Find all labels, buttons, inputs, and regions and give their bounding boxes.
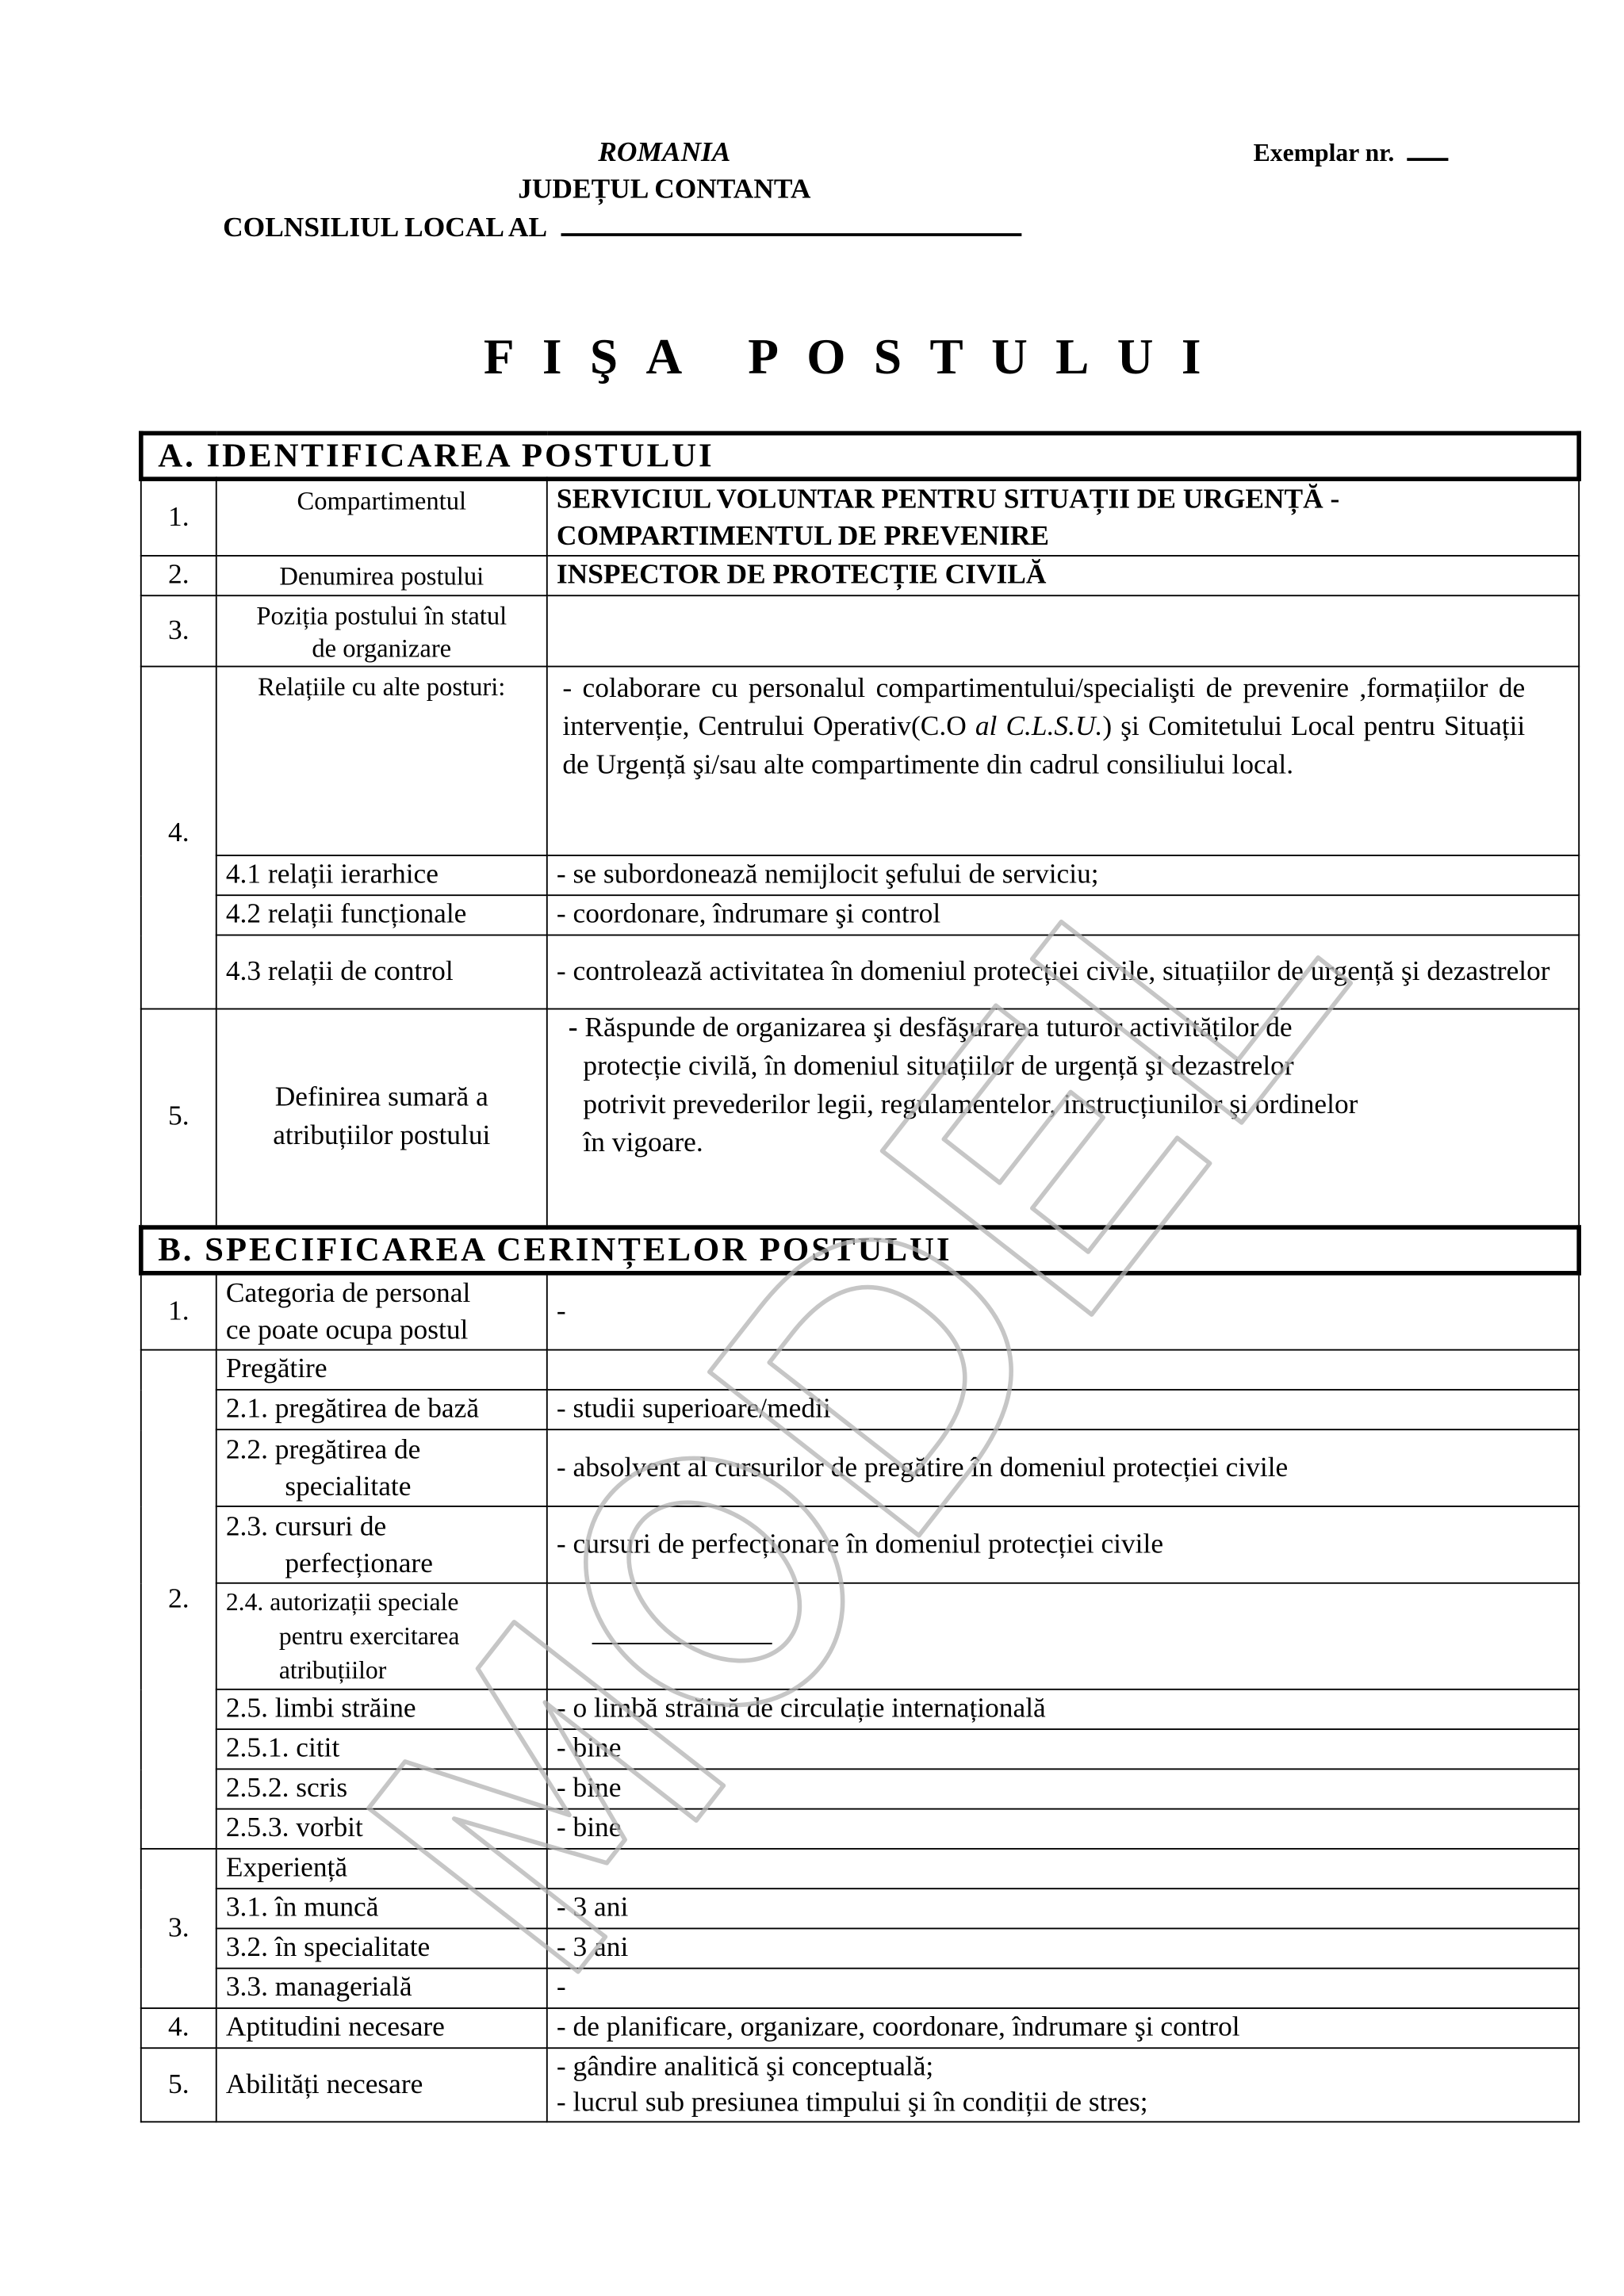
table-row	[141, 1390, 1579, 1429]
duties-summary-label	[216, 1009, 547, 1228]
work-experience-value: - 3 ani	[547, 1888, 1579, 1928]
table-row	[141, 1849, 1579, 1888]
reading-label: 2.5.1. citit	[216, 1729, 547, 1769]
row-number: 3.	[141, 1849, 216, 2008]
table-row	[141, 1350, 1579, 1390]
position-value	[547, 595, 1579, 666]
personnel-category-label	[216, 1273, 547, 1350]
table-row	[141, 1888, 1579, 1928]
specialty-training-label-line: 2.2. pregătirea de	[225, 1433, 421, 1465]
row-number: 3.	[141, 595, 216, 666]
reading-value: - bine	[547, 1729, 1579, 1769]
speaking-label: 2.5.3. vorbit	[216, 1809, 547, 1849]
abilities-value	[547, 2048, 1579, 2122]
table-row	[141, 855, 1579, 895]
aptitudes-label: Aptitudini necesare	[216, 2008, 547, 2048]
specialty-training-label-line: specialitate	[285, 1471, 412, 1502]
row-number: 4.	[141, 2008, 216, 2048]
row-number: 5.	[141, 2048, 216, 2122]
job-title-label: Denumirea postului	[216, 556, 547, 595]
experience-heading: Experiență	[216, 1849, 547, 1888]
table-row	[141, 556, 1579, 595]
improvement-courses-value: - cursuri de perfecționare în domeniul protecției civile	[547, 1506, 1579, 1583]
personnel-category-label-line: ce poate ocupa postul	[225, 1314, 469, 1346]
abilities-value-line: - gândire analitică şi conceptuală;	[556, 2050, 934, 2083]
exemplar-label: Exemplar nr.	[1253, 139, 1395, 167]
table-row	[141, 1583, 1579, 1689]
position-label-line: de organizare	[312, 632, 452, 663]
relations-text: ) şi Comitetului Local pentru Situații de Urgență şi/sau alte compartimente din cadrul consiliului local.	[562, 711, 1526, 781]
basic-training-label: 2.1. pregătirea de bază	[216, 1390, 547, 1429]
foreign-languages-label: 2.5. limbi străine	[216, 1689, 547, 1729]
duties-summary-line	[569, 1009, 1569, 1047]
table-row	[141, 1506, 1579, 1583]
table-row	[141, 1273, 1579, 1350]
document-title: FIŞA POSTULUI	[483, 331, 1229, 385]
writing-label: 2.5.2. scris	[216, 1769, 547, 1808]
row-number: 2.	[141, 556, 216, 595]
control-relations-label: 4.3 relații de control	[216, 935, 547, 1008]
personnel-category-value: -	[547, 1273, 1579, 1350]
foreign-languages-value: - o limbă străină de circulație internațională	[547, 1689, 1579, 1729]
managerial-experience-label: 3.3. managerială	[216, 1969, 547, 2008]
duties-summary-label-line: atribuțiilor postului	[273, 1120, 491, 1152]
managerial-experience-value: -	[547, 1969, 1579, 2008]
table-row	[141, 595, 1579, 666]
table-row	[141, 1729, 1579, 1769]
control-relations-value: - controlează activitatea în domeniul protecției civile, situațiilor de urgență şi dezastrelor	[547, 935, 1579, 1008]
duties-summary-label-line: Definirea sumară a	[274, 1081, 488, 1113]
abilities-value-line: - lucrul sub presiunea timpului şi în condiții de stres;	[556, 2086, 1148, 2118]
work-experience-label: 3.1. în muncă	[216, 1888, 547, 1928]
specialty-experience-value: - 3 ani	[547, 1928, 1579, 1968]
table-row	[141, 2048, 1579, 2122]
row-number: 1.	[141, 479, 216, 556]
table-row	[141, 667, 1579, 855]
exemplar-number	[1254, 136, 1448, 171]
section-b-heading-row	[141, 1227, 1579, 1273]
job-title-value: INSPECTOR DE PROTECȚIE CIVILĂ	[547, 556, 1579, 595]
header-country: ROMANIA	[598, 137, 731, 169]
compartment-label: Compartimentul	[216, 479, 547, 556]
improvement-courses-label	[216, 1506, 547, 1583]
table-row	[141, 479, 1579, 556]
position-label	[216, 595, 547, 666]
training-heading: Pregătire	[216, 1350, 547, 1390]
table-row	[141, 2008, 1579, 2048]
speaking-value: - bine	[547, 1809, 1579, 1849]
functional-relations-value: - coordonare, îndrumare şi control	[547, 895, 1579, 935]
exemplar-blank	[1407, 158, 1448, 161]
specialty-training-label	[216, 1429, 547, 1506]
council-name-blank	[561, 233, 1022, 236]
hierarchical-relations-value: - se subordonează nemijlocit şefului de serviciu;	[547, 855, 1579, 895]
aptitudes-value: - de planificare, organizare, coordonare, îndrumare şi control	[547, 2008, 1579, 2048]
relations-text: - colaborare cu personalul compartimentului/specialişti de prevenire ,formațiilor de intervenție, Centrului Operativ(C.O	[562, 672, 1526, 743]
duties-summary-value	[547, 1009, 1579, 1228]
abilities-label: Abilități necesare	[216, 2048, 547, 2122]
row-number: 4.	[141, 667, 216, 1009]
compartment-value-line: SERVICIUL VOLUNTAR PENTRU SITUAȚII DE URGENȚĂ -	[556, 484, 1340, 515]
table-row	[141, 1689, 1579, 1729]
improvement-courses-label-line: perfecționare	[285, 1548, 433, 1579]
special-authorizations-label-line: pentru exercitarea	[278, 1622, 460, 1651]
header-council	[223, 211, 1022, 247]
table-row	[141, 1009, 1579, 1228]
position-label-line: Poziția postului în statul	[256, 599, 508, 630]
duties-summary-line: protecție civilă, în domeniul situațiilor de urgență şi dezastrelor	[583, 1050, 1294, 1082]
relations-value	[547, 667, 1579, 855]
row-number: 5.	[141, 1009, 216, 1228]
job-description-table	[139, 431, 1581, 2123]
table-row	[141, 935, 1579, 1008]
functional-relations-label: 4.2 relații funcționale	[216, 895, 547, 935]
special-authorizations-value	[547, 1583, 1579, 1689]
section-a-heading: A. IDENTIFICAREA POSTULUI	[141, 433, 1579, 479]
table-row	[141, 1969, 1579, 2008]
compartment-value	[547, 479, 1579, 556]
special-authorizations-label-line: 2.4. autorizații speciale	[225, 1588, 459, 1617]
writing-value: - bine	[547, 1769, 1579, 1808]
table-row	[141, 895, 1579, 935]
relations-italic-text: al C.L.S.U.	[975, 711, 1103, 743]
duties-summary-line: potrivit prevederilor legii, regulamentelor, instrucțiunilor şi ordinelor	[583, 1089, 1358, 1121]
section-b-heading: B. SPECIFICAREA CERINȚELOR POSTULUI	[141, 1227, 1579, 1273]
row-number: 2.	[141, 1350, 216, 1849]
row-number: 1.	[141, 1273, 216, 1350]
header-council-label: COLNSILIUL LOCAL AL	[223, 212, 546, 244]
specialty-experience-label: 3.2. în specialitate	[216, 1928, 547, 1968]
table-row	[141, 1429, 1579, 1506]
improvement-courses-label-line: 2.3. cursuri de	[225, 1510, 387, 1542]
duties-text: Răspunde de organizarea şi desfăşurarea tuturor activităților de	[584, 1012, 1293, 1044]
relations-label: Relațiile cu alte posturi:	[216, 667, 547, 855]
table-row	[141, 1928, 1579, 1968]
section-a-heading-row	[141, 433, 1579, 479]
personnel-category-label-line: Categoria de personal	[225, 1278, 471, 1310]
special-authorizations-label-line: atribuțiilor	[278, 1655, 387, 1685]
hierarchical-relations-label: 4.1 relații ierarhice	[216, 855, 547, 895]
special-authorizations-label	[216, 1583, 547, 1689]
table-row	[141, 1809, 1579, 1849]
duties-summary-line: în vigoare.	[583, 1127, 703, 1159]
training-heading-value	[547, 1350, 1579, 1390]
table-row	[141, 1769, 1579, 1808]
specialty-training-value: - absolvent al cursurilor de pregătire în domeniul protecției civile	[547, 1429, 1579, 1506]
experience-heading-value	[547, 1849, 1579, 1888]
special-authorizations-blank-line	[592, 1642, 772, 1644]
basic-training-value: - studii superioare/medii	[547, 1390, 1579, 1429]
duties-dash: -	[568, 1012, 585, 1044]
compartment-value-line: COMPARTIMENTUL DE PREVENIRE	[556, 521, 1050, 553]
header-county: JUDEȚUL CONTANTA	[518, 174, 811, 205]
